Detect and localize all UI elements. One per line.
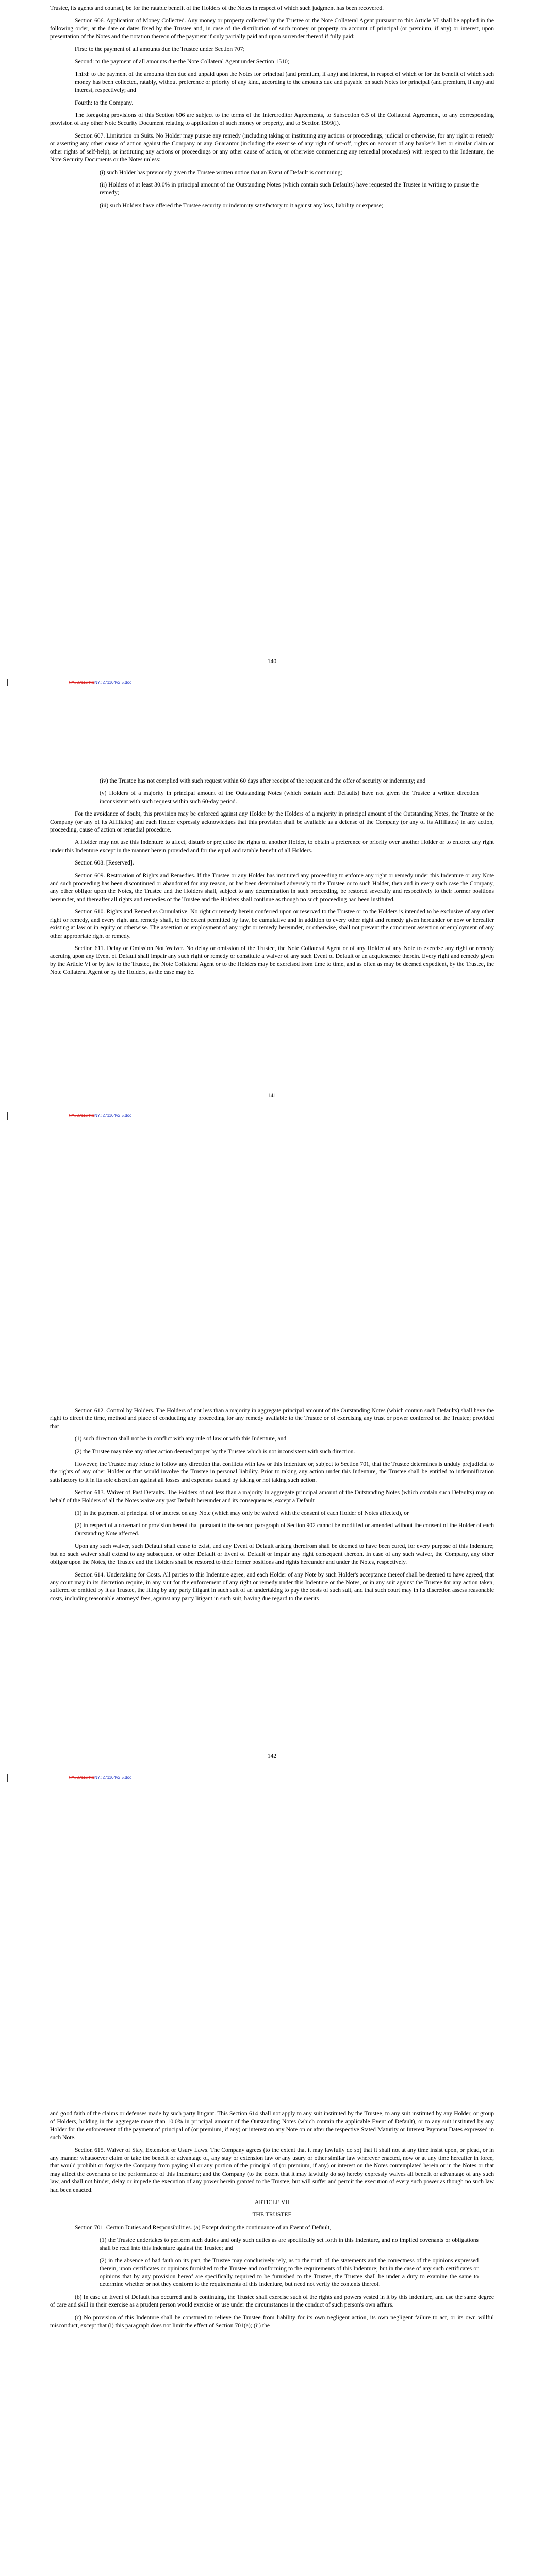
revision-bar — [7, 679, 8, 686]
document-footer — [69, 1113, 131, 1118]
article-heading: ARTICLE VII — [254, 2199, 290, 2206]
list-item: (v) Holders of a majority in principal amount of the Outstanding Notes (which contain such Defaults) have not given the Trustee a written direction inconsistent with such request within such 60-day period. — [100, 790, 479, 805]
document-footer — [69, 1775, 131, 1780]
footer-current-id: NY#271164v2 5.doc — [94, 680, 132, 685]
page-number: 140 — [267, 658, 277, 665]
list-item: (1) in the payment of principal of or interest on any Note (which may only be waived with the consent of each Holder of Notes affected), or — [75, 1510, 409, 1517]
list-item: (1) the Trustee undertakes to perform such duties and only such duties as are specifically set forth in this Indenture, and no implied covenants or obligations shall be read into this Indenture against the Trustee; and — [100, 2236, 479, 2251]
document-page-140 — [0, 0, 544, 703]
section-701-paragraph: Section 701. Certain Duties and Responsibilities. (a) Except during the continuance of an Event of Default, — [75, 2224, 332, 2231]
footer-current-id: NY#271164v2 5.doc — [94, 1775, 132, 1780]
document-page-141 — [0, 703, 544, 1406]
section-610-paragraph: Section 610. Rights and Remedies Cumulative. No right or remedy herein conferred upon or reserved to the Trustee or to the Holders is intended to be exclusive of any other right or remedy, and every right and remedy shall, to the extent permitted by law, be cumulative and in addition to every other right and remedy given hereunder or now or hereafter existing at law or in equity or otherwise. The assertion or employment of any right or remedy hereunder, or otherwise, shall not prevent the concurrent assertion or employment of any other appropriate right or remedy. — [50, 908, 494, 939]
list-item: First: to the payment of all amounts due the Trustee under Section 707; — [75, 45, 245, 53]
footer-struck-id: NY#271164v1 — [69, 680, 95, 685]
list-item: (2) in respect of a covenant or provision hereof that pursuant to the second paragraph of Section 902 cannot be modified or amended without the consent of the Holder of each Outstanding Note affected. — [75, 1522, 494, 1537]
paragraph: (c) No provision of this Indenture shall be construed to relieve the Trustee from liability for its own negligent action, its own negligent failure to act, or its own willful misconduct, except that (i) this paragraph does not limit the effect of Section 701(a); (ii) the — [50, 2314, 494, 2329]
list-item: (iii) such Holders have offered the Trustee security or indemnity satisfactory to it against any loss, liability or expense; — [100, 201, 384, 209]
section-613-paragraph: Section 613. Waiver of Past Defaults. The Holders of not less than a majority in aggregate principal amount of the Outstanding Notes (which contain such Defaults) may on behalf of the Holders of all the Notes waive any past Default hereunder and its consequences, except a Default — [50, 1489, 494, 1504]
list-item: Second: to the payment of all amounts due the Note Collateral Agent under Section 1510; — [75, 58, 289, 65]
section-608-paragraph: Section 608. [Reserved]. — [75, 859, 134, 867]
revision-bar — [7, 1112, 8, 1120]
paragraph: However, the Trustee may refuse to follow any direction that conflicts with law or this Indenture or, subject to Section 701, that the Trustee determines is unduly prejudicial to the rights of any other Holder or that would involve the Trustee in personal liability. Prior to taking any action under this Indenture, the Trustee shall be entitled to indemnification satisfactory to it in its sole discretion against all losses and expenses caused by taking or not taking such action. — [50, 1461, 494, 1483]
section-615-paragraph: Section 615. Waiver of Stay, Extension or Usury Laws. The Company agrees (to the extent that it may lawfully do so) that it shall not at any time insist upon, or plead, or in any manner whatsoever claim or take the benefit or advantage of, any stay or extension law or any usury or other similar law wherever enacted, now or at any time hereafter in force, that would prohibit or forgive the Company from paying all or any portion of the principal of (or premium, if any) or interest on the Notes contemplated herein or in the Notes or that may affect the covenants or the performance of this Indenture; and the Company (to the extent that it may lawfully do so) hereby expressly waives all benefit or advantage of any such law, and shall not hinder, delay or impede the execution of any power herein granted to the Trustee, but will suffer and permit the execution of every such power as though no such law had been enacted. — [50, 2146, 494, 2193]
section-609-paragraph: Section 609. Restoration of Rights and Remedies. If the Trustee or any Holder has instituted any proceeding to enforce any right or remedy under this Indenture or any Note and such proceeding has been discontinued or abandoned for any reason, or has been determined adversely to the Trustee or to such Holder, then and in every such case the Company, any other obligor upon the Notes, the Trustee and the Holders shall, subject to any determination in such proceeding, be restored severally and respectively to their former positions hereunder, and thereafter all rights and remedies of the Trustee and the Holders shall continue as though no such proceeding had been instituted. — [50, 872, 494, 903]
paragraph: and good faith of the claims or defenses made by such party litigant. This Section 614 shall not apply to any suit instituted by the Trustee, to any suit instituted by any Holder, or group of Holders, holding in the aggregate more than 10.0% in principal amount of the Outstanding Notes (which contain the applicable Event of Default), or to any suit instituted by any Holder for the enforcement of the payment of principal of (or premium, if any) or interest on any Note on or after the respective Stated Maturity or Interest Payment Dates expressed in such Note. — [50, 2110, 494, 2141]
section-611-paragraph: Section 611. Delay or Omission Not Waiver. No delay or omission of the Trustee, the Note Collateral Agent or of any Holder of any Note to exercise any right or remedy accruing upon any Event of Default shall impair any such right or remedy or constitute a waiver of any such Event of Default or an acquiescence therein. Every right and remedy given by the Article VI or by law to the Trustee, the Note Collateral Agent or to the Holders may be exercised from time to time, and as often as may be deemed expedient, by the Trustee, the Note Collateral Agent or by the Holders, as the case may be. — [50, 944, 494, 976]
revision-bar — [7, 1774, 8, 1782]
list-item: Third: to the payment of the amounts then due and unpaid upon the Notes for principal (and premium, if any) and interest, in respect of which or for the benefit of which such money has been collected, ratably, without preference or priority of any kind, according to the amounts due and payable on such Notes for principal (and premium, if any) and interest, respectively; and — [75, 71, 494, 94]
section-614-paragraph: Section 614. Undertaking for Costs. All parties to this Indenture agree, and each Holder of any Note by such Holder's acceptance thereof shall be deemed to have agreed, that any court may in its discretion require, in any suit for the enforcement of any right or remedy under this Indenture or the Notes, or in any suit against the Trustee for any action taken, suffered or omitted by it as Trustee, the filing by any party litigant in such suit of an undertaking to pay the costs of such suit, and that such court may in its discretion assess reasonable costs, including reasonable attorneys' fees, against any party litigant in such suit, having due regard to the merits — [50, 1571, 494, 1602]
section-607-paragraph: Section 607. Limitation on Suits. No Holder may pursue any remedy (including taking or instituting any actions or proceedings, judicial or otherwise, for any right or remedy or asserting any other cause of action against the Company or any Guarantor (including the exercise of any right of set-off, rights on account of any banker's lien or similar claim or other rights of self-help), or instituting any actions or proceedings or any other cause of action, or otherwise commencing any remedial procedures) with respect to this Indenture, the Note Security Documents or the Notes unless: — [50, 132, 494, 163]
list-item: (ii) Holders of at least 30.0% in principal amount of the Outstanding Notes (which contain such Defaults) have requested the Trustee in writing to pursue the remedy; — [100, 181, 479, 196]
page-body — [50, 777, 494, 981]
paragraph: (b) In case an Event of Default has occurred and is continuing, the Trustee shall exercise such of the rights and powers vested in it by this Indenture, and use the same degree of care and skill in their exercise as a prudent person would exercise or use under the circumstances in the conduct of such person's own affairs. — [50, 2293, 494, 2309]
section-606-paragraph: Section 606. Application of Money Collected. Any money or property collected by the Trustee or the Note Collateral Agent pursuant to this Article VI shall be applied in the following order, at the date or dates fixed by the Trustee and, in case of the distribution of such money or property on account of principal (or premium, if any) or interest, upon presentation of the Notes and the notation thereon of the payment if only partially paid and upon surrender thereof if fully paid: — [50, 17, 494, 40]
paragraph: For the avoidance of doubt, this provision may be enforced against any Holder by the Holders of a majority in principal amount of the Outstanding Notes, the Trustee or the Company (or any of its Affiliates) and each Holder expressly acknowledges that this provision shall be available as a defense of the Company (or any of its Affiliates) in any action, proceeding, cause of action or remedial procedure. — [50, 810, 494, 834]
list-item: Fourth: to the Company. — [75, 99, 134, 106]
footer-struck-id: NY#271164v1 — [69, 1113, 95, 1118]
footer-struck-id: NY#271164v1 — [69, 1775, 95, 1780]
article-title: THE TRUSTEE — [252, 2211, 292, 2218]
page-body — [50, 2110, 494, 2334]
document-footer — [69, 680, 131, 685]
page-number: 142 — [267, 1753, 277, 1759]
paragraph: A Holder may not use this Indenture to affect, disturb or prejudice the rights of another Holder, to obtain a preference or priority over another Holder or to enforce any right under this Indenture except in the manner herein provided and for the equal and ratable benefit of all Holders. — [50, 839, 494, 854]
document-page-143 — [0, 2110, 544, 2576]
list-item: (1) such direction shall not be in conflict with any rule of law or with this Indenture, and — [75, 1435, 287, 1443]
list-item: (2) the Trustee may take any other action deemed proper by the Trustee which is not inconsistent with such direction. — [75, 1448, 355, 1455]
paragraph: Upon any such waiver, such Default shall cease to exist, and any Event of Default arising therefrom shall be deemed to have been cured, for every purpose of this Indenture; but no such waiver shall extend to any subsequent or other Default or Event of Default or impair any right consequent thereon. In case of any such waiver, the Company, any other obligor upon the Notes, the Trustee and the Holders shall be restored to their former positions and rights hereunder and under the Notes, respectively. — [50, 1543, 494, 1566]
paragraph: The foregoing provisions of this Section 606 are subject to the terms of the Intercreditor Agreements, to Subsection 6.5 of the Collateral Agreement, to any corresponding provision of any other Note Security Document relating to application of such money or property, and to Section 1509(l). — [50, 112, 494, 127]
list-item: (i) such Holder has previously given the Trustee written notice that an Event of Default is continuing; — [100, 168, 342, 176]
page-body — [50, 1406, 494, 1607]
document-page-142 — [0, 1406, 544, 2110]
list-item: (iv) the Trustee has not complied with such request within 60 days after receipt of the request and the offer of security or indemnity; and — [100, 777, 426, 784]
page-number: 141 — [267, 1092, 277, 1099]
page-body — [50, 4, 494, 214]
section-612-paragraph: Section 612. Control by Holders. The Holders of not less than a majority in aggregate principal amount of the Outstanding Notes (which contain such Defaults) shall have the right to direct the time, method and place of conducting any proceeding for any remedy available to the Trustee or of exercising any trust or power conferred on the Trustee; provided that — [50, 1407, 494, 1430]
paragraph: Trustee, its agents and counsel, be for the ratable benefit of the Holders of the Notes in respect of which such judgment has been recovered. — [50, 5, 384, 11]
list-item: (2) in the absence of bad faith on its part, the Trustee may conclusively rely, as to the truth of the statements and the correctness of the opinions expressed therein, upon certificates or opinions furnished to the Trustee and conforming to the requirements of this Indenture; but in the case of any such certificates or opinions that by any provision hereof are specifically required to be furnished to the Trustee, the Trustee shall be under a duty to examine the same to determine whether or not they conform to the requirements of this Indenture, but need not verify the contents thereof. — [100, 2257, 479, 2288]
footer-current-id: NY#271164v2 5.doc — [94, 1113, 132, 1118]
